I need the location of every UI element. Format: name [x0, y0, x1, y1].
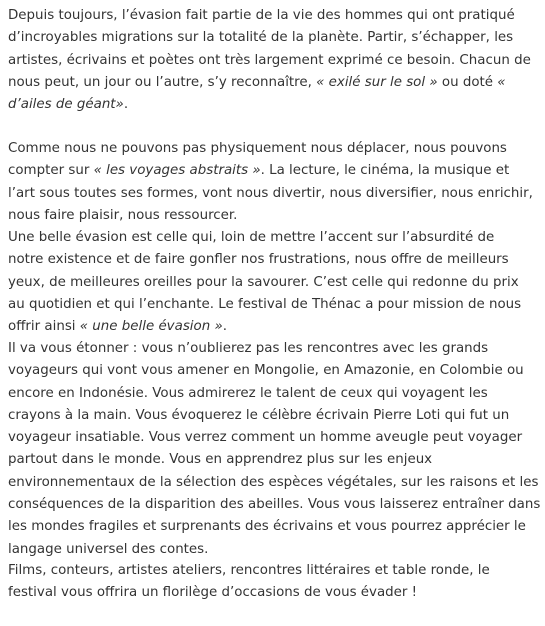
- text-span: crayons à la main. Vous évoquerez le célèbre écrivain Pierre Loti qui fut un: [8, 407, 510, 423]
- paragraph: [8, 138, 538, 227]
- text-span: . La lecture, le cinéma, la musique et: [260, 163, 510, 179]
- text-span: environnementaux de la sélection des espèces végétales, sur les raisons et les: [8, 474, 539, 490]
- text-span: Depuis toujours, l’évasion fait partie de la vie des hommes qui ont pratiqué: [8, 8, 515, 23]
- text-span: les mondes fragiles et surprenants des écrivains et vous pourrez apprécier le: [8, 519, 526, 535]
- text-span: partout dans le monde. Vous en apprendrez plus sur les enjeux: [8, 452, 433, 468]
- text-span: d’incroyables migrations sur la totalité de la planète. Partir, s’échapper, les: [8, 30, 514, 46]
- text-line: [8, 249, 538, 271]
- text-span: voyageur insatiable. Vous verrez comment un homme aveugle peut voyager: [8, 430, 523, 446]
- text-line: [8, 183, 538, 205]
- text-line: [8, 272, 538, 294]
- text-line: [8, 5, 538, 27]
- quoted-phrase: « exilé sur le sol »: [316, 74, 438, 90]
- text-line: [8, 560, 538, 582]
- text-span: notre existence et de faire gonfler nos frustrations, nous offre de meilleurs: [8, 252, 509, 268]
- text-span: offrir ainsi: [8, 319, 80, 335]
- text-line: [8, 72, 538, 94]
- paragraph: [8, 560, 538, 605]
- text-line: [8, 539, 538, 561]
- text-span: l’art sous toutes ses formes, vont nous divertir, nous diversifier, nous enrichir,: [8, 185, 533, 201]
- text-line: [8, 205, 538, 227]
- text-span: ou doté: [437, 74, 498, 90]
- paragraph: [8, 5, 538, 116]
- text-line: [8, 449, 538, 471]
- text-span: nous faire plaisir, nous ressourcer.: [8, 207, 238, 223]
- text-line: [8, 94, 538, 116]
- text-line: [8, 427, 538, 449]
- text-line: [8, 472, 538, 494]
- text-span: nous peut, un jour ou l’autre, s’y reconnaître,: [8, 74, 317, 90]
- quoted-phrase: « une belle évasion »: [79, 319, 223, 335]
- text-line: [8, 405, 538, 427]
- text-line: [8, 294, 538, 316]
- quoted-phrase: «: [497, 74, 506, 90]
- text-line: [8, 338, 538, 360]
- text-span: Il va vous étonner : vous n’oublierez pas les rencontres avec les grands: [8, 341, 489, 356]
- text-span: Comme nous ne pouvons pas physiquement nous déplacer, nous pouvons: [8, 141, 507, 156]
- text-span: yeux, de meilleures oreilles pour la savourer. C’est celle qui redonne du prix: [8, 274, 519, 290]
- text-line: [8, 582, 538, 604]
- text-span: Une belle évasion est celle qui, loin de mettre l’accent sur l’absurdité de: [8, 230, 495, 245]
- text-line: [8, 383, 538, 405]
- paragraph: [8, 227, 538, 338]
- quoted-phrase: « les voyages abstraits »: [93, 163, 261, 179]
- text-line: [8, 50, 538, 72]
- text-line: [8, 316, 538, 338]
- text-span: encore en Indonésie. Vous admirerez le talent de ceux qui voyagent les: [8, 385, 488, 401]
- text-span: voyageurs qui vont vous amener en Mongolie, en Amazonie, en Colombie ou: [8, 363, 524, 379]
- text-line: [8, 494, 541, 516]
- text-span: festival vous offrira un florilège d’occasions de vous évader !: [8, 585, 418, 601]
- text-span: .: [222, 319, 227, 335]
- text-line: [8, 360, 538, 382]
- text-span: au quotidien et qui l’enchante. Le festival de Thénac a pour mission de nous: [8, 296, 522, 312]
- text-line: [8, 138, 538, 160]
- text-line: [8, 227, 538, 249]
- text-span: artistes, écrivains et poètes ont très largement exprimé ce besoin. Chacun de: [8, 52, 531, 68]
- text-span: compter sur: [8, 163, 94, 179]
- text-line: [8, 516, 538, 538]
- text-span: conséquences de la disparition des abeilles. Vous vous laisserez entraîner dans: [8, 497, 541, 513]
- text-span: .: [123, 97, 129, 113]
- text-line: [8, 160, 538, 182]
- text-line: [8, 27, 538, 49]
- paragraph: [8, 338, 541, 561]
- text-span: langage universel des contes.: [8, 541, 209, 557]
- quoted-phrase: d’ailes de géant»: [8, 97, 124, 113]
- text-span: Films, conteurs, artistes ateliers, rencontres littéraires et table ronde, le: [8, 563, 490, 578]
